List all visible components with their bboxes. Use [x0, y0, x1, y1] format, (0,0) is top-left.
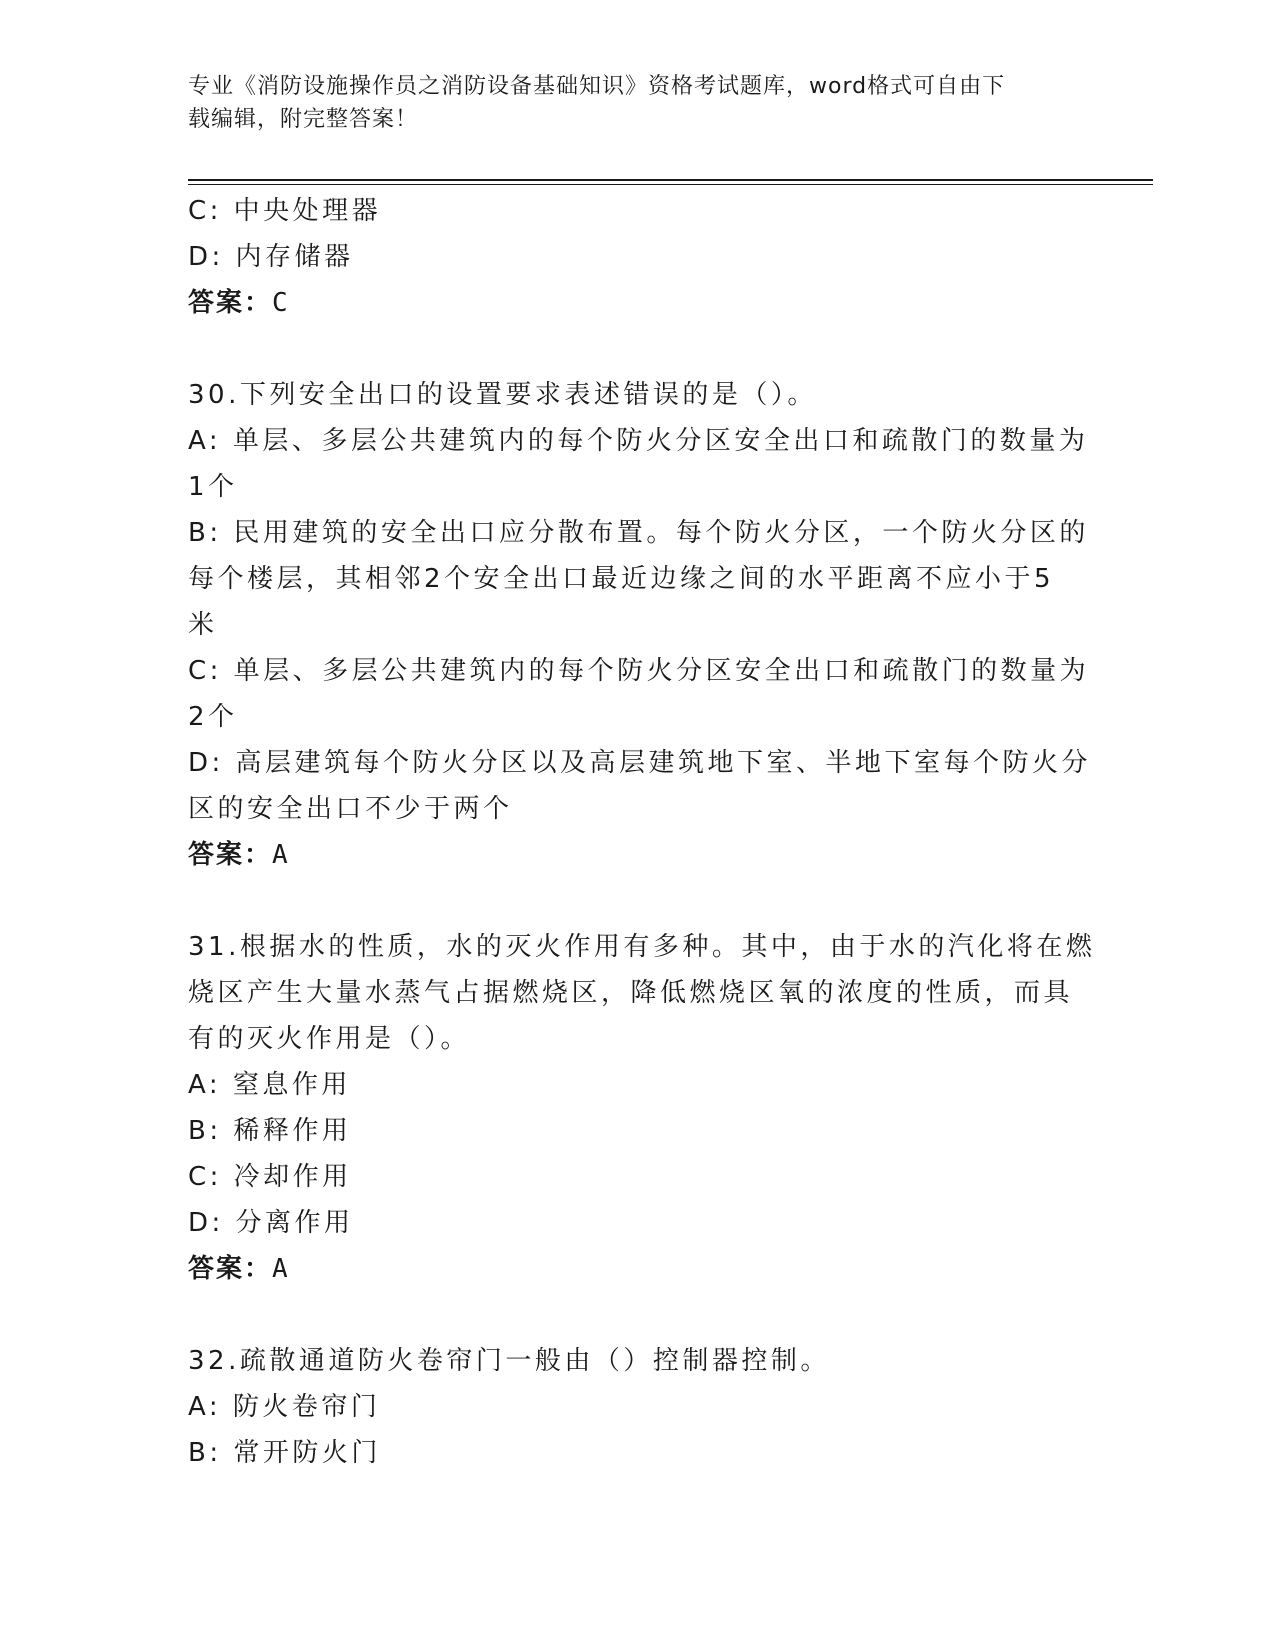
- question-stem-line-3: 有的灭火作用是（）。: [188, 1024, 471, 1054]
- answer-value: A: [272, 840, 290, 870]
- spacer: [188, 878, 1088, 924]
- header-divider-thin: [188, 184, 1153, 185]
- option-b-line-3: 米: [188, 610, 218, 640]
- question-29-fragment: [188, 188, 1088, 326]
- question-list: [188, 188, 1096, 1476]
- answer-value: C: [272, 288, 290, 318]
- question-30: [188, 372, 1092, 878]
- option-d-line-1: D: 高层建筑每个防火分区以及高层建筑地下室、半地下室每个防火分: [188, 748, 1092, 778]
- answer-label: 答案：: [188, 840, 273, 870]
- question-stem: 30.下列安全出口的设置要求表述错误的是（）。: [188, 380, 817, 410]
- question-stem-line-2: 烧区产生大量水蒸气占据燃烧区，降低燃烧区氧的浓度的性质，而具: [188, 978, 1074, 1008]
- option-d: D: 内存储器: [188, 242, 354, 272]
- document-header: [188, 70, 1068, 136]
- header-line-1: 专业《消防设施操作员之消防设备基础知识》资格考试题库，word格式可自由下: [188, 74, 1006, 99]
- option-d: D: 分离作用: [188, 1208, 354, 1238]
- option-b-line-2: 每个楼层，其相邻2个安全出口最近边缘之间的水平距离不应小于5: [188, 564, 1055, 594]
- answer-label: 答案：: [188, 288, 273, 318]
- question-32: [188, 1338, 1088, 1476]
- option-b-line-1: B: 民用建筑的安全出口应分散布置。每个防火分区，一个防火分区的: [188, 518, 1089, 548]
- option-c: C: 冷却作用: [188, 1162, 352, 1192]
- option-a: A: 窒息作用: [188, 1070, 351, 1100]
- option-a-line-2: 1个: [188, 472, 238, 502]
- option-a: A: 防火卷帘门: [188, 1392, 381, 1422]
- option-b: B: 常开防火门: [188, 1438, 381, 1468]
- header-line-2: 载编辑，附完整答案！: [188, 107, 419, 132]
- answer-value: A: [272, 1254, 290, 1284]
- option-b: B: 稀释作用: [188, 1116, 352, 1146]
- option-c-line-1: C: 单层、多层公共建筑内的每个防火分区安全出口和疏散门的数量为: [188, 656, 1090, 686]
- spacer: [188, 326, 1088, 372]
- option-d-line-2: 区的安全出口不少于两个: [188, 794, 513, 824]
- answer-label: 答案：: [188, 1254, 273, 1284]
- answer: [188, 832, 1088, 878]
- answer: [188, 280, 1088, 326]
- question-stem: 32.疏散通道防火卷帘门一般由（）控制器控制。: [188, 1346, 830, 1376]
- spacer: [188, 1292, 1088, 1338]
- header-divider-thick: [188, 179, 1153, 181]
- question-31: [188, 924, 1096, 1292]
- option-a-line-1: A: 单层、多层公共建筑内的每个防火分区安全出口和疏散门的数量为: [188, 426, 1089, 456]
- option-c: C: 中央处理器: [188, 196, 382, 226]
- option-c-line-2: 2个: [188, 702, 238, 732]
- answer: [188, 1246, 1088, 1292]
- question-stem-line-1: 31.根据水的性质，水的灭火作用有多种。其中，由于水的汽化将在燃: [188, 932, 1096, 962]
